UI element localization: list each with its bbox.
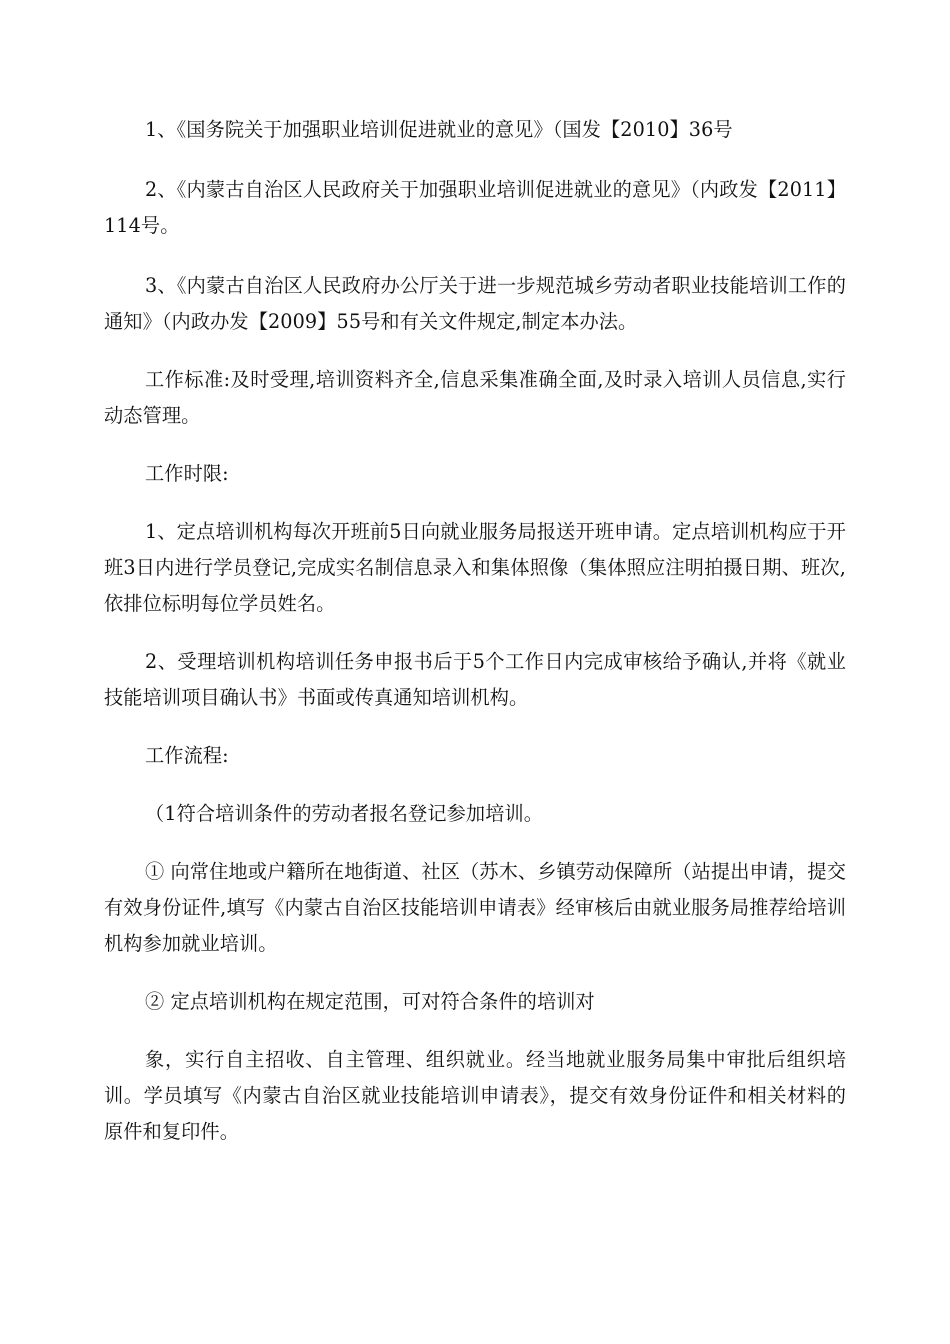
paragraph-1: 1、《国务院关于加强职业培训促进就业的意见》（国发【2010】36号 (145, 118, 733, 141)
paragraph-workflow-item-1: ① 向常住地或户籍所在地街道、社区（苏木、乡镇劳动保障所（站提出申请，提交有效身份证件,填写《内蒙古自治区技能培训申请表》经审核后由就业服务局推荐给培训机构参加就业培训。 (104, 860, 846, 955)
document-body (104, 112, 846, 1150)
paragraph-time-limit-heading: 工作时限: (145, 462, 229, 485)
paragraph-workflow-item-2: ② 定点培训机构在规定范围，可对符合条件的培训对 (145, 990, 595, 1013)
paragraph-workflow-heading: 工作流程: (145, 744, 229, 767)
paragraph-2: 2、《内蒙古自治区人民政府关于加强职业培训促进就业的意见》（内政发【2011】114号。 (104, 178, 846, 237)
paragraph-workflow-item-2-cont: 象，实行自主招收、自主管理、组织就业。经当地就业服务局集中审批后组织培训。学员填写《内蒙古自治区就业技能培训申请表》，提交有效身份证件和相关材料的原件和复印件。 (104, 1048, 846, 1143)
paragraph-time-limit-2: 2、受理培训机构培训任务申报书后于5个工作日内完成审核给予确认,并将《就业技能培训项目确认书》书面或传真通知培训机构。 (104, 650, 846, 709)
paragraph-workflow-1: （1符合培训条件的劳动者报名登记参加培训。 (145, 802, 544, 825)
paragraph-time-limit-1: 1、定点培训机构每次开班前5日向就业服务局报送开班申请。定点培训机构应于开班3日内进行学员登记,完成实名制信息录入和集体照像（集体照应注明拍摄日期、班次,依排位标明每位学员姓名。 (104, 520, 846, 615)
paragraph-3: 3、《内蒙古自治区人民政府办公厅关于进一步规范城乡劳动者职业技能培训工作的通知》（内政办发【2009】55号和有关文件规定,制定本办法。 (104, 274, 846, 333)
paragraph-work-standard: 工作标准:及时受理,培训资料齐全,信息采集准确全面,及时录入培训人员信息,实行动态管理。 (104, 368, 846, 427)
